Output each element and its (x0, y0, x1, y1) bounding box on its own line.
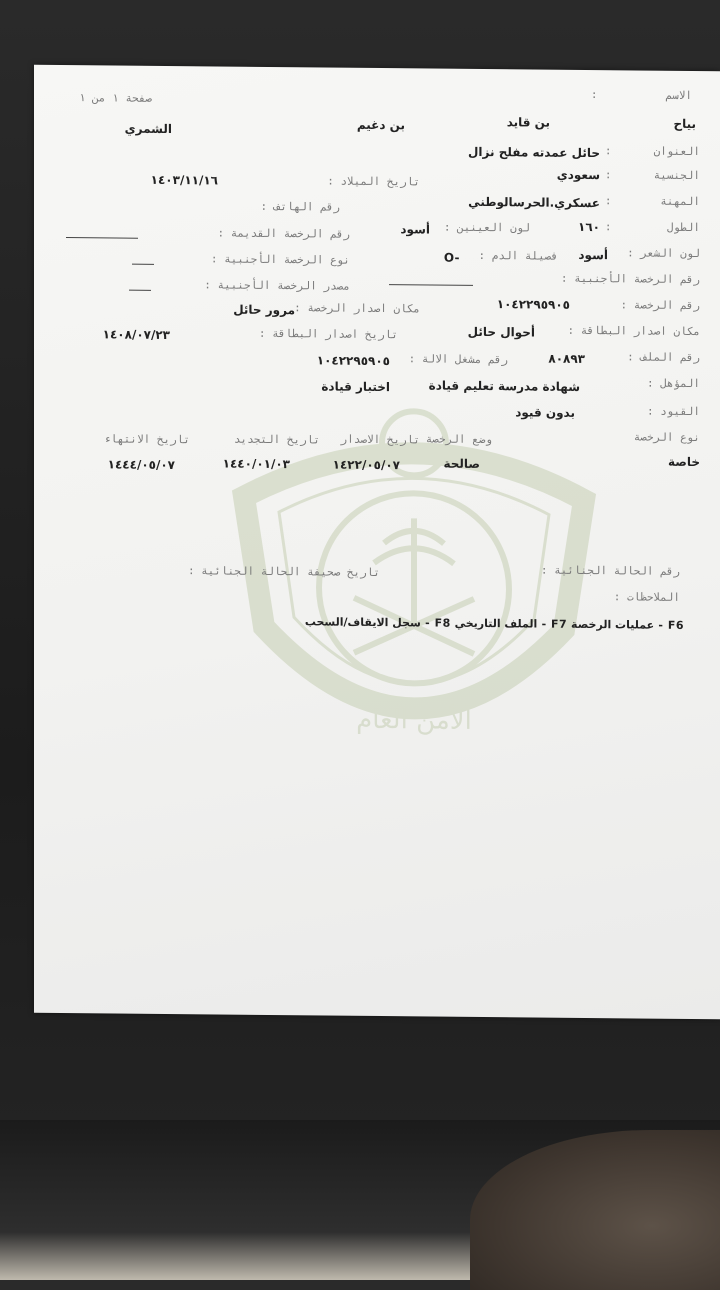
foreign-type-blank (132, 264, 154, 265)
hair-color-value: أسود (578, 247, 608, 263)
name-family: الشمري (124, 121, 172, 137)
address-value: حائل عمدته مفلح نزال (468, 144, 600, 161)
notes-label: الملاحظات : (613, 590, 680, 604)
old-license-blank (66, 237, 138, 239)
table-cell-issue: ١٤٢٢/٠٥/٠٧ (332, 457, 400, 473)
operator-number-label: رقم مشغل الالة : (408, 352, 508, 367)
foreign-no-blank (389, 284, 473, 286)
card-issue-date-label: تاريخ اصدار البطاقة : (258, 326, 398, 342)
file-number-value: ٨٠٨٩٣ (548, 351, 585, 366)
blood-type-value: -O (443, 250, 460, 265)
foreign-license-source-label: مصدر الرخصة الأجنبية : (204, 278, 350, 293)
table-cell-type: خاصة (667, 454, 700, 470)
watermark-text: الأمن العام (356, 704, 472, 736)
eye-color-label: لون العينين : (443, 220, 530, 235)
license-number-value: ١٠٤٢٢٩٥٩٠٥ (496, 297, 570, 312)
qualification-label: المؤهل : (647, 376, 700, 391)
dob-label: تاريخ الميلاد : (327, 174, 420, 189)
qualification-value-2: اختبار قيادة (321, 379, 390, 395)
card-issue-place-value: أحوال حائل (467, 324, 535, 340)
table-cell-status: صالحة (443, 456, 480, 471)
file-number-label: رقم الملف : (627, 350, 700, 365)
profession-label: المهنة (660, 194, 700, 209)
dob-value: ١٤٠٣/١١/١٦ (150, 172, 218, 188)
table-header-renew: تاريخ التجديد (233, 432, 320, 447)
table-header-status: وضع الرخصة (425, 432, 492, 447)
card-issue-date-value: ١٤٠٨/٠٧/٢٣ (102, 327, 170, 343)
function-keys-legend: F6 - عمليات الرخصة F7 - الملف التاريخي F8 - سجل الايقاف/السحب (304, 615, 684, 632)
foreign-license-type-label: نوع الرخصة الأجنبية : (210, 252, 350, 267)
old-license-label: رقم الرخصة القديمة : (217, 226, 350, 241)
printed-document: الأمن العام صفحة ١ من ١ الاسم : بياح بن قايد بن دغيم الشمري العنوان : حائل عمدته مفلح نزال الجنسية : سعودي تاريخ الميلاد : ١٤٠٣/١١/١٦ المهنة : عسكري.الحرسالوطني رقم الهاتف : الطول : ١٦٠ لون العينين : أسود رقم الرخصة القديمة : لون الشعر : أسود فصيلة الدم : -O نوع الرخصة الأجنبية : رقم الرخصة الأجنبية : مصدر الرخصة الأجنبية : رقم الرخصة : ١٠٤٢٢٩٥٩٠٥ مكان اصدار الرخصة : مرور حائل مكان اصدار البطاقة : أحوال حائل تاريخ اصدار البطاقة : ١٤٠٨/٠٧/٢٣ رقم الملف : ٨٠٨٩٣ رقم مشغل الالة : ١٠٤٢٢٩٥٩٠٥ المؤهل : شهادة مدرسة تعليم قيادة اختبار قيادة القيود : بدون قيود نوع الرخصة وضع الرخصة تاريخ الاصدار تاريخ التجديد تاريخ الانتهاء خاصة صالحة ١٤٢٢/٠٥/٠٧ ١٤٤٠/٠١/٠٣ ١٤٤٤/٠٥/٠٧ رقم الحالة الجنائية : تاريخ صحيفة الحالة الجنائية : الملاحظات : F6 - عمليات الرخصة F7 - الملف التاريخي F8 - سجل الايقاف/السحب (34, 65, 720, 1020)
license-issue-place-label: مكان اصدار الرخصة : (294, 301, 420, 316)
name-first: بياح (673, 116, 696, 132)
card-issue-place-label: مكان اصدار البطاقة : (567, 323, 700, 339)
page-number: صفحة ١ من ١ (79, 91, 152, 105)
restrictions-label: القيود : (647, 404, 700, 419)
address-label: العنوان (653, 144, 700, 159)
name-father: بن قايد (506, 115, 550, 130)
foreign-src-blank (129, 290, 151, 291)
license-number-label: رقم الرخصة : (620, 298, 700, 313)
profession-value: عسكري.الحرسالوطني (468, 194, 600, 211)
phone-label: رقم الهاتف : (260, 199, 340, 214)
height-value: ١٦٠ (578, 219, 600, 235)
hair-color-label: لون الشعر : (627, 246, 700, 261)
table-header-expiry: تاريخ الانتهاء (103, 432, 190, 447)
qualification-value: شهادة مدرسة تعليم قيادة (428, 378, 580, 394)
name-grandfather: بن دغيم (356, 117, 405, 133)
criminal-record-number-label: رقم الحالة الجنائية : (540, 563, 680, 578)
foreign-license-no-label: رقم الرخصة الأجنبية : (560, 271, 700, 287)
operator-number-value: ١٠٤٢٢٩٥٩٠٥ (316, 353, 390, 369)
height-label: الطول (666, 220, 700, 235)
blood-type-label: فصيلة الدم : (478, 248, 558, 263)
license-issue-place-value: مرور حائل (233, 302, 295, 318)
table-header-issue: تاريخ الاصدار (340, 432, 420, 447)
restrictions-value: بدون قيود (515, 405, 575, 420)
table-cell-expiry: ١٤٤٤/٠٥/٠٧ (107, 457, 175, 473)
criminal-record-date-label: تاريخ صحيفة الحالة الجنائية : (187, 564, 380, 580)
nationality-value: سعودي (556, 167, 600, 183)
table-cell-renew: ١٤٤٠/٠١/٠٣ (222, 456, 290, 472)
table-header-type: نوع الرخصة (633, 430, 700, 445)
eye-color-value: أسود (400, 222, 430, 237)
name-label: الاسم (665, 88, 692, 103)
nationality-label: الجنسية (653, 168, 700, 183)
